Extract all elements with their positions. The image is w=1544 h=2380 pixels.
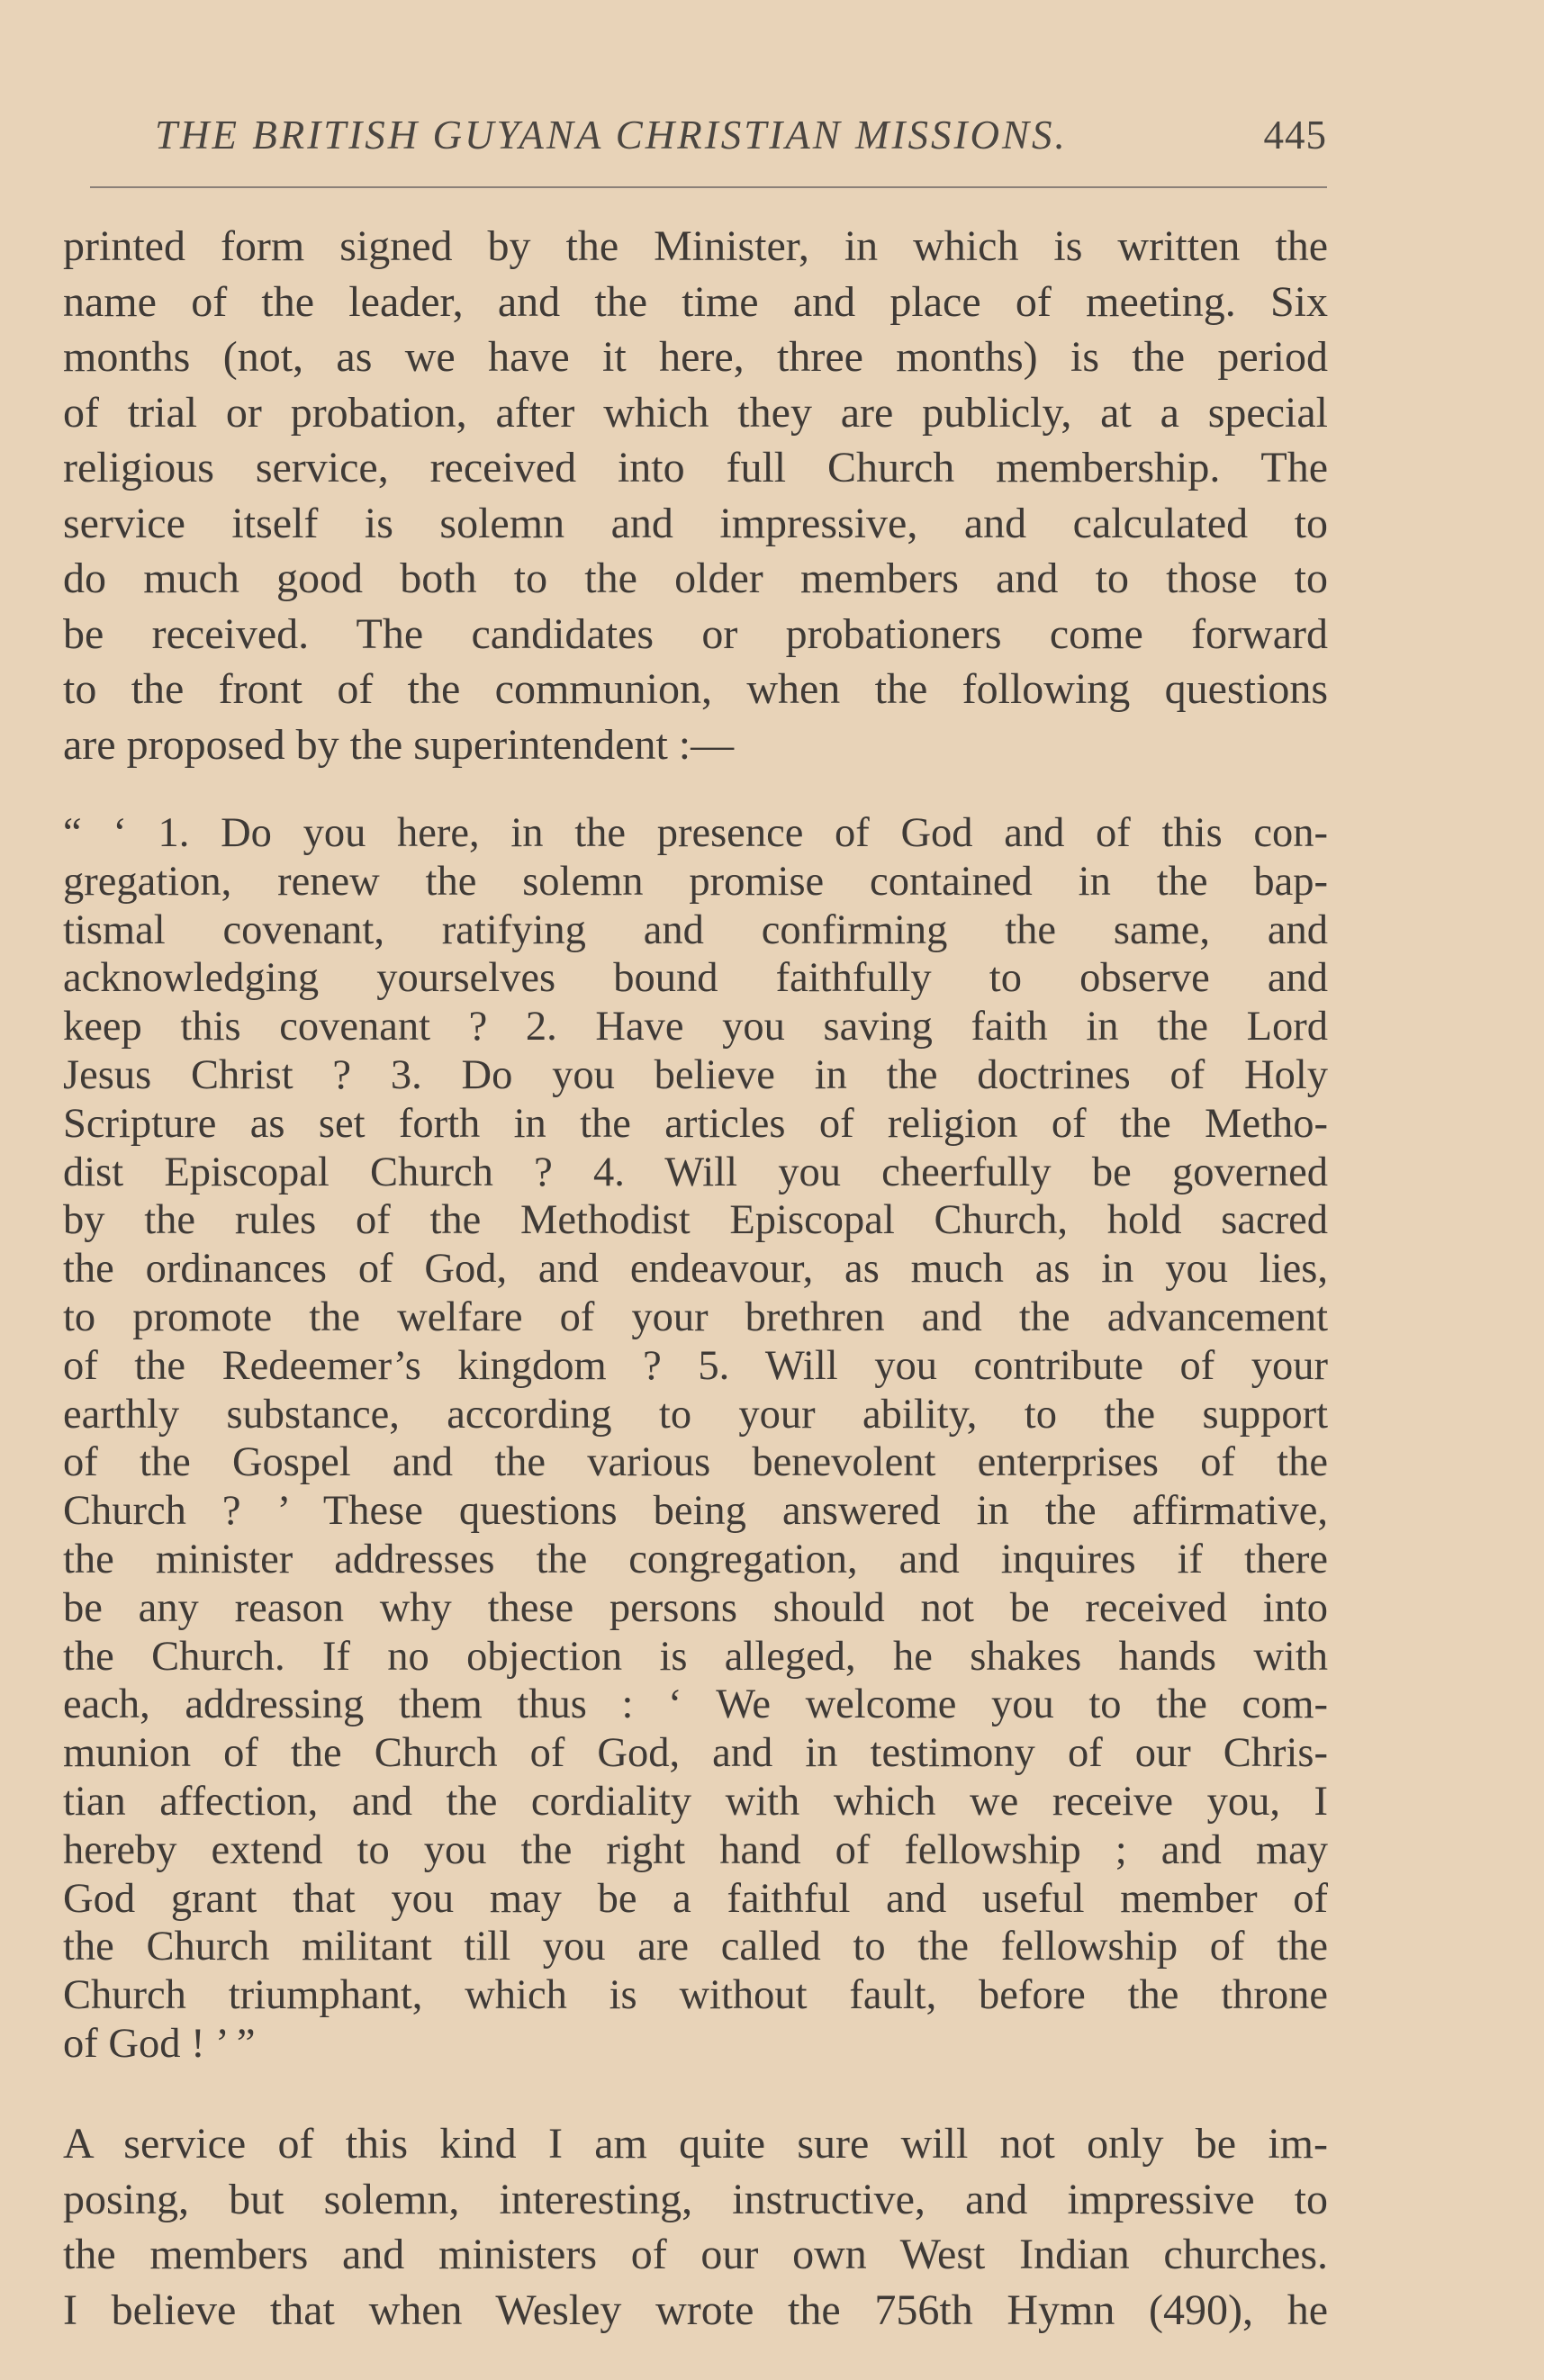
text-line: posing, but solemn, interesting, instructive, and impressive to bbox=[63, 2175, 1328, 2223]
text-line: name of the leader, and the time and place of meeting. Six bbox=[63, 277, 1328, 326]
text-line: hereby extend to you the right hand of fellowship ; and may bbox=[63, 1826, 1328, 1873]
header-rule bbox=[90, 186, 1327, 188]
text-line: dist Episcopal Church ? 4. Will you cheerfully be governed bbox=[63, 1149, 1328, 1195]
text-line: each, addressing them thus : ‘ We welcome you to the com- bbox=[63, 1681, 1328, 1728]
text-line: service itself is solemn and impressive, and calculated to bbox=[63, 499, 1328, 547]
paragraph-1 bbox=[63, 219, 1328, 772]
text-line: gregation, renew the solemn promise contained in the bap- bbox=[63, 858, 1328, 905]
text-line: keep this covenant ? 2. Have you saving faith in the Lord bbox=[63, 1004, 1328, 1050]
running-head-title: THE BRITISH GUYANA CHRISTIAN MISSIONS. bbox=[155, 113, 1068, 158]
text-line: tian affection, and the cordiality with which we receive you, I bbox=[63, 1778, 1328, 1825]
text-line: to the front of the communion, when the following questions bbox=[63, 665, 1328, 713]
text-line: of God ! ’ ” bbox=[63, 2020, 256, 2067]
text-line: of the Gospel and the various benevolent enterprises of the bbox=[63, 1439, 1328, 1486]
text-line: the members and ministers of our own West Indian churches. bbox=[63, 2231, 1328, 2278]
text-line: do much good both to the older members and to those to bbox=[63, 554, 1328, 602]
paragraph-2-quotation bbox=[63, 809, 1328, 2069]
text-line: Jesus Christ ? 3. Do you believe in the doctrines of Holy bbox=[63, 1051, 1328, 1098]
text-line: the ordinances of God, and endeavour, as much as in you lies, bbox=[63, 1246, 1328, 1293]
text-line: God grant that you may be a faithful and useful member of bbox=[63, 1875, 1328, 1922]
text-line: by the rules of the Methodist Episcopal Church, hold sacred bbox=[63, 1197, 1328, 1244]
running-head bbox=[155, 110, 1327, 160]
text-line: are proposed by the superintendent :— bbox=[63, 720, 735, 769]
text-line: be any reason why these persons should not be received into bbox=[63, 1584, 1328, 1631]
text-line: A service of this kind I am quite sure will not only be im- bbox=[63, 2120, 1328, 2168]
text-line: earthly substance, according to your ability, to the support bbox=[63, 1391, 1328, 1438]
text-line: the Church. If no objection is alleged, he shakes hands with bbox=[63, 1633, 1328, 1680]
text-line: printed form signed by the Minister, in which is written the bbox=[63, 222, 1328, 270]
text-line: Church triumphant, which is without fault, before the throne bbox=[63, 1972, 1328, 2019]
text-line: of the Redeemer’s kingdom ? 5. Will you contribute of your bbox=[63, 1342, 1328, 1389]
text-line: months (not, as we have it here, three months) is the period bbox=[63, 333, 1328, 381]
paragraph-3 bbox=[63, 2116, 1328, 2338]
page-number: 445 bbox=[1263, 113, 1327, 158]
text-line: religious service, received into full Church membership. The bbox=[63, 444, 1328, 491]
text-line: Church ? ’ These questions being answered in the affirmative, bbox=[63, 1488, 1328, 1535]
text-line: tismal covenant, ratifying and confirming the same, and bbox=[63, 906, 1328, 953]
text-line: to promote the welfare of your brethren and the advancement bbox=[63, 1294, 1328, 1340]
text-line: the Church militant till you are called to the fellowship of the bbox=[63, 1924, 1328, 1970]
text-line: the minister addresses the congregation, and inquires if there bbox=[63, 1536, 1328, 1582]
text-line: acknowledging yourselves bound faithfully to observe and bbox=[63, 955, 1328, 1002]
text-line: “ ‘ 1. Do you here, in the presence of God and of this con- bbox=[63, 810, 1328, 856]
text-line: be received. The candidates or probationers come forward bbox=[63, 609, 1328, 658]
text-line: munion of the Church of God, and in testimony of our Chris- bbox=[63, 1730, 1328, 1777]
text-line: Scripture as set forth in the articles of religion of the Metho- bbox=[63, 1100, 1328, 1147]
text-line: I believe that when Wesley wrote the 756th Hymn (490), he bbox=[63, 2285, 1328, 2334]
text-line: of trial or probation, after which they are publicly, at a special bbox=[63, 388, 1328, 437]
